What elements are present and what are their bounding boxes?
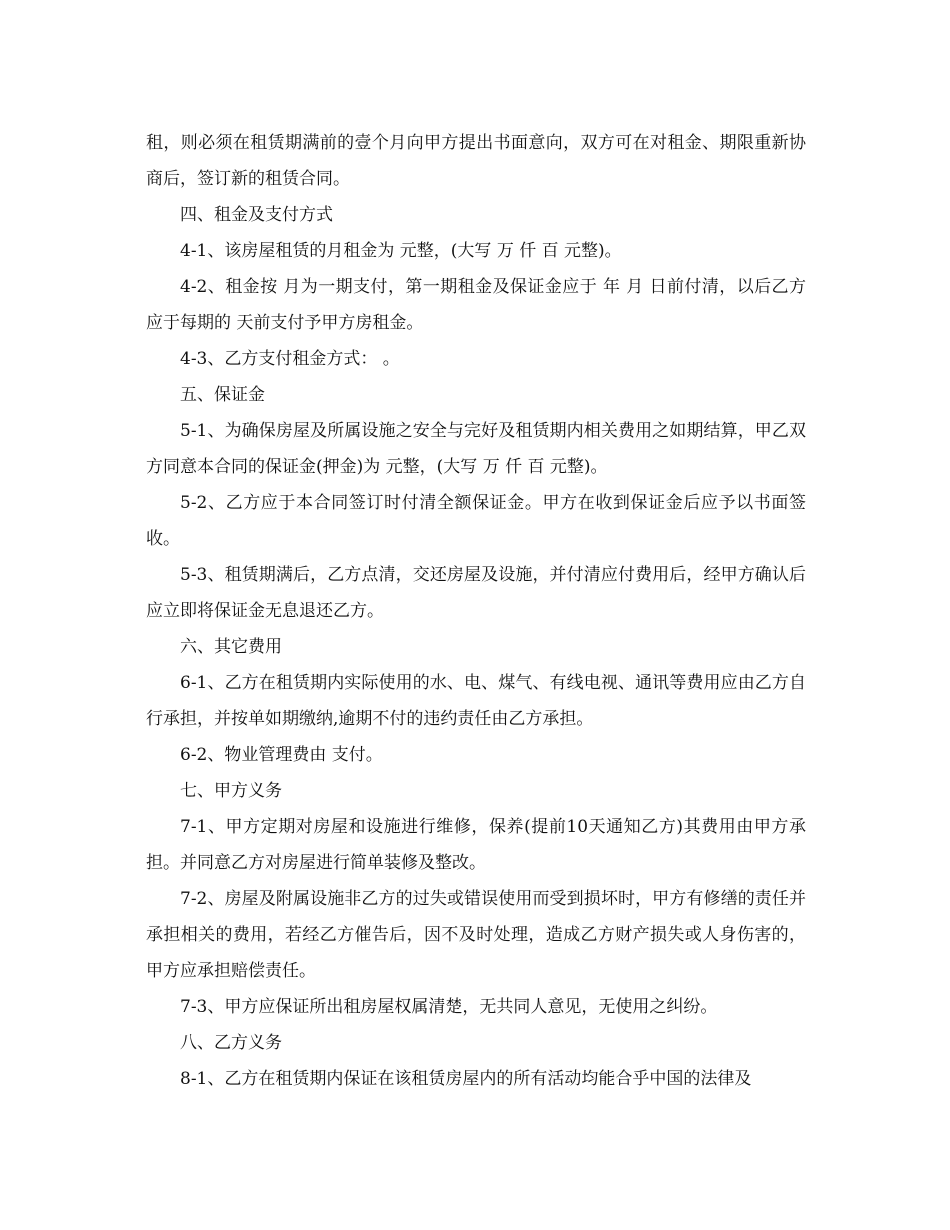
clause-4-1: 4-1、该房屋租赁的月租金为 元整，(大写 万 仟 百 元整)。 — [180, 241, 622, 261]
clause-5-3: 5-3、租赁期满后，乙方点清，交还房屋及设施，并付清应付费用后，经甲方确认后应立即将保证金无息退还乙方。 — [146, 565, 806, 621]
document-body — [146, 125, 806, 1097]
clause-7-3: 7-3、甲方应保证所出租房屋权属清楚，无共同人意见，无使用之纠纷。 — [180, 997, 718, 1017]
section-heading-rent-payment: 四、租金及支付方式 — [180, 205, 333, 225]
clause-4-3: 4-3、乙方支付租金方式： 。 — [180, 349, 400, 369]
clause-6-2: 6-2、物业管理费由 支付。 — [180, 745, 383, 765]
clause-5-2: 5-2、乙方应于本合同签订时付清全额保证金。甲方在收到保证金后应予以书面签收。 — [146, 493, 806, 549]
clause-4-2: 4-2、租金按 月为一期支付，第一期租金及保证金应于 年 月 日前付清，以后乙方应于每期的 天前支付予甲方房租金。 — [146, 277, 806, 333]
clause-7-1: 7-1、甲方定期对房屋和设施进行维修，保养(提前10天通知乙方)其费用由甲方承担。并同意乙方对房屋进行简单装修及整改。 — [146, 817, 806, 873]
section-heading-party-b-obligations: 八、乙方义务 — [180, 1033, 282, 1053]
section-heading-other-fees: 六、其它费用 — [180, 637, 282, 657]
section-heading-deposit: 五、保证金 — [180, 385, 265, 405]
paragraph-lease-renewal: 租，则必须在租赁期满前的壹个月向甲方提出书面意向，双方可在对租金、期限重新协商后，签订新的租赁合同。 — [146, 133, 806, 189]
clause-5-1: 5-1、为确保房屋及所属设施之安全与完好及租赁期内相关费用之如期结算，甲乙双方同意本合同的保证金(押金)为 元整，(大写 万 仟 百 元整)。 — [146, 421, 806, 477]
clause-8-1: 8-1、乙方在租赁期内保证在该租赁房屋内的所有活动均能合乎中国的法律及 — [180, 1069, 752, 1089]
clause-6-1: 6-1、乙方在租赁期内实际使用的水、电、煤气、有线电视、通讯等费用应由乙方自行承担，并按单如期缴纳,逾期不付的违约责任由乙方承担。 — [146, 673, 806, 729]
section-heading-party-a-obligations: 七、甲方义务 — [180, 781, 282, 801]
clause-7-2: 7-2、房屋及附属设施非乙方的过失或错误使用而受到损坏时，甲方有修缮的责任并承担相关的费用，若经乙方催告后，因不及时处理，造成乙方财产损失或人身伤害的，甲方应承担赔偿责任。 — [146, 889, 806, 981]
